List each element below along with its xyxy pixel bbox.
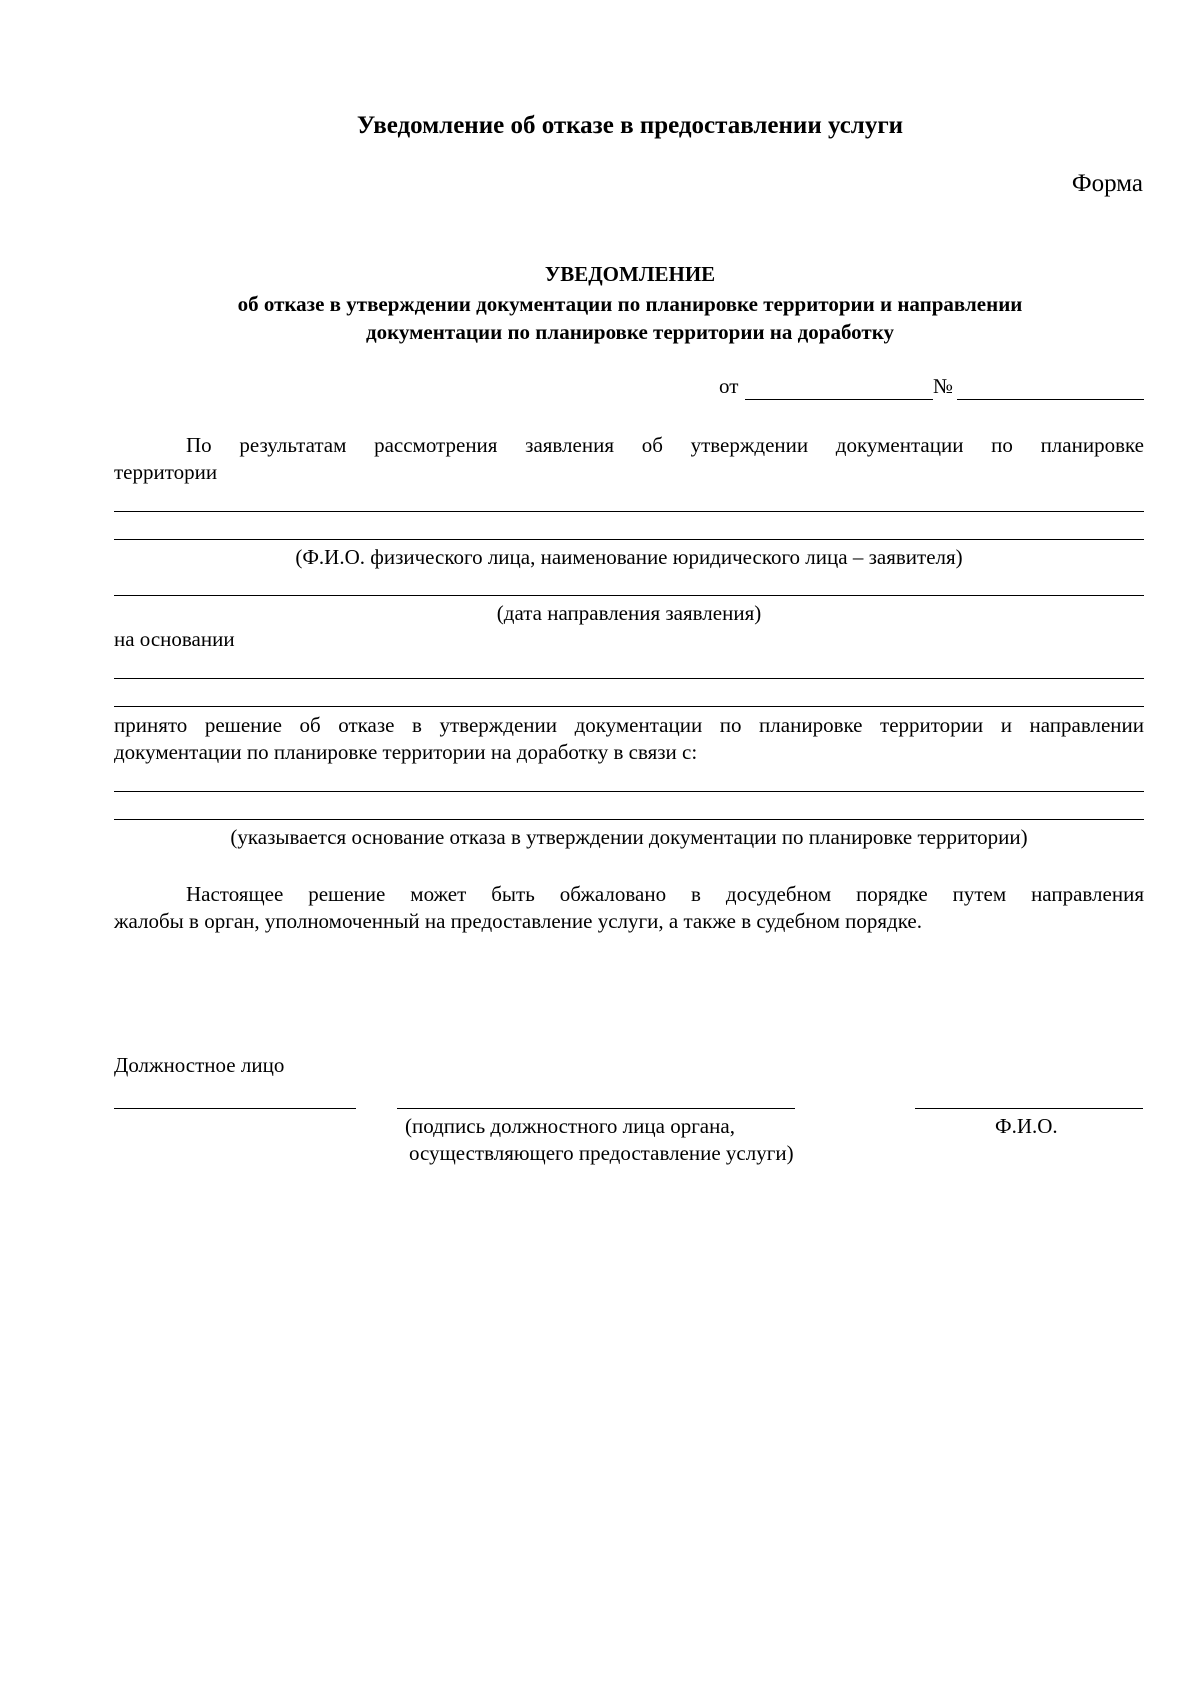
number-field-line — [957, 399, 1144, 400]
number-label: № — [933, 374, 954, 398]
name-line — [915, 1108, 1143, 1109]
basis-line-2 — [114, 706, 1144, 707]
applicant-caption: (Ф.И.О. физического лица, наименование юридического лица – заявителя) — [295, 545, 963, 569]
applicant-line-2 — [114, 539, 1144, 540]
official-label: Должностное лицо — [114, 1053, 285, 1077]
notice-heading: УВЕДОМЛЕНИЕ — [544, 262, 716, 286]
para1-line2: территории — [114, 460, 218, 484]
applicant-line-1 — [114, 511, 1144, 512]
date-sent-line — [114, 595, 1144, 596]
document-title: Уведомление об отказе в предоставлении услуги — [356, 112, 904, 139]
appeal-line2: жалобы в орган, уполномоченный на предоставление услуги, а также в судебном порядке. — [114, 909, 922, 933]
signature-caption-line1: (подпись должностного лица органа, — [405, 1114, 735, 1138]
signature-caption-line2: осуществляющего предоставление услуги) — [409, 1141, 794, 1165]
date-field-line — [745, 399, 933, 400]
para1-line1: По результатам рассмотрения заявления об утверждении документации по планировке — [186, 433, 1144, 457]
decision-line2: документации по планировке территории на доработку в связи с: — [114, 740, 698, 764]
date-from-label: от — [719, 374, 739, 398]
basis-line-1 — [114, 678, 1144, 679]
notice-subtitle-line1: об отказе в утверждении документации по планировке территории и направлении — [237, 292, 1023, 316]
form-label: Форма — [1071, 170, 1143, 197]
decision-line1: принято решение об отказе в утверждении документации по планировке территории и направлении — [114, 713, 1144, 737]
signature-line — [397, 1108, 795, 1109]
notice-subtitle-line2: документации по планировке территории на доработку — [365, 320, 895, 344]
official-line — [114, 1108, 356, 1109]
reason-line-2 — [114, 819, 1144, 820]
basis-label: на основании — [114, 627, 235, 651]
date-sent-caption: (дата направления заявления) — [496, 601, 762, 625]
appeal-line1: Настоящее решение может быть обжаловано в досудебном порядке путем направления — [186, 882, 1144, 906]
reason-line-1 — [114, 791, 1144, 792]
name-caption: Ф.И.О. — [995, 1114, 1058, 1138]
reason-caption: (указывается основание отказа в утверждении документации по планировке территории) — [230, 825, 1028, 849]
